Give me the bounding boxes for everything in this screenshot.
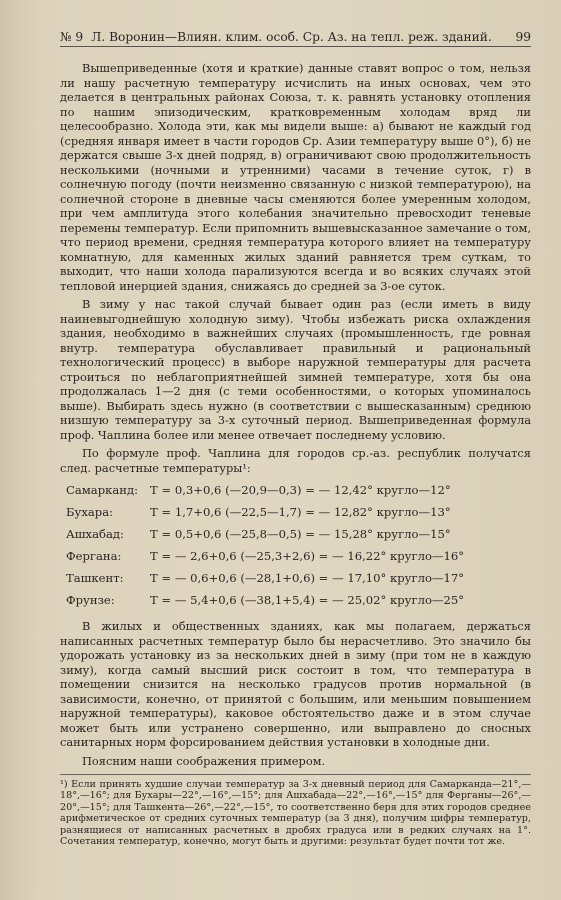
city-label: Ашхабад: (66, 526, 124, 541)
formula-row (66, 479, 531, 501)
formula: Т = 0,5+0,6 (—25,8—0,5) = — 15,28° кругло—15° (150, 526, 451, 541)
formula-row (66, 501, 531, 523)
paragraph: В зиму у нас такой случай бывает один раз (если иметь в виду наиневыгоднейшую холодную зиму). Чтобы избежать риска охлаждения здания, необходимо в важнейших случаях (промышленность, где ровная внутр. температура обуславливает правильный и рациональный технологический процесс) в выборе наружной температуры для расчета строиться по неблагоприятнейшей зимней температуре, хотя бы она продолжалась 1—2 дня (с теми особенностями, о которых упоминалось выше). Выбирать здесь нужно (в соответствии с вышесказанным) среднюю низшую температуру за 3-х суточный период. Вышеприведенная формула проф. Чаплина более или менее отвечает последнему условию. (60, 297, 531, 442)
running-header (60, 30, 531, 47)
formula: Т = 0,3+0,6 (—20,9—0,3) = — 12,42° кругло—12° (150, 482, 451, 497)
city-label: Фрунзе: (66, 592, 115, 607)
issue-number: № 9 (60, 30, 84, 44)
formula: Т = — 5,4+0,6 (—38,1+5,4) = — 25,02° кругло—25° (150, 592, 465, 607)
article-body (60, 61, 531, 768)
city-label: Бухара: (66, 504, 114, 519)
footnote: ¹) Если принять худшие случаи температур за 3-х дневный период для Самарканда—21°,—18°,—16°; для Бухары—22°,—16°,—15°; для Ашхабада—22°,—16°,—15° для Ферганы—26°,—20°,—15°; для Ташкента—26°,—22°,—15°, то соответственно беря для этих городов среднее арифметическое от средних суточных температур (за 3 дня), получим цифры температур, разнящиеся от написанных расчетных в дробях градуса или в редких случаях на 1°. Сочетания температур, конечно, могут быть и другими: результат будет почти тот же. (60, 774, 531, 847)
formula: Т = — 2,6+0,6 (—25,3+2,6) = — 16,22° кругло—16° (150, 548, 465, 563)
paragraph: Поясним наши соображения примером. (82, 753, 326, 768)
paragraph: Вышеприведенные (хотя и краткие) данные ставят вопрос о том, нельзя ли нашу расчетную температуру исчислить на иных основах, чем это делается в центральных районах Союза, т. к. равнять установку отопления по нашим эпизодическим, кратковременным холодам вряд ли целесообразно. Холода эти, как мы видели выше: а) бывают не каждый год (средняя января имеет в части городов Ср. Азии температуру выше 0°), б) не держатся свыше 3-х дней подряд, в) ограничивают свою продолжительность несколькими (ночными и утренними) часами в течение суток, г) в солнечную погоду (почти неизменно связанную с низкой температурою), на солнечной стороне в дневные часы сменяются более умеренным холодом, при чем амплитуда этого колебания значительно превосходит теневые перемены температур. Если припомнить вышевысказанное замечание о том, что период времени, средняя температура которого влияет на температуру комнатную, для каменных жилых зданий равняется трем суткам, то выходит, что наши холода парализуются всегда и во всяких случаях этой тепловой инерцией здания, снижаясь до средней за 3-ое суток. (60, 61, 531, 293)
city-label: Фергана: (66, 548, 122, 563)
running-title: Л. Воронин—Влиян. клим. особ. Ср. Аз. на тепл. реж. зданий. (91, 30, 492, 44)
paragraph: По формуле проф. Чаплина для городов ср.-аз. республик получатся след. расчетные температуры¹: (60, 446, 531, 475)
formula-row (66, 589, 531, 611)
city-label: Самарканд: (66, 482, 139, 497)
paragraph: В жилых и общественных зданиях, как мы полагаем, держаться написанных расчетных температур было бы нерасчетливо. Это значило бы удорожать установку из за нескольких дней в зиму (при том не в каждую зиму), когда самый высший риск состоит в том, что температура в помещении снизится на несколько градусов против нормальной (в зависимости, конечно, от принятой с большим, или меньшим повышением наружной температуры), каковое обстоятельство даже и в этом случае может быть или устранено совершенно, или выправлено до сносных санитарных норм форсированием действия установки в холодные дни. (60, 619, 531, 749)
formula: Т = — 0,6+0,6 (—28,1+0,6) = — 17,10° кругло—17° (150, 570, 465, 585)
formula-row (66, 545, 531, 567)
city-label: Ташкент: (66, 570, 124, 585)
formula-row (66, 567, 531, 589)
page-number: 99 (515, 30, 531, 44)
formula-list (66, 479, 531, 611)
formula-row (66, 523, 531, 545)
formula: Т = 1,7+0,6 (—22,5—1,7) = — 12,82° кругло—13° (150, 504, 451, 519)
